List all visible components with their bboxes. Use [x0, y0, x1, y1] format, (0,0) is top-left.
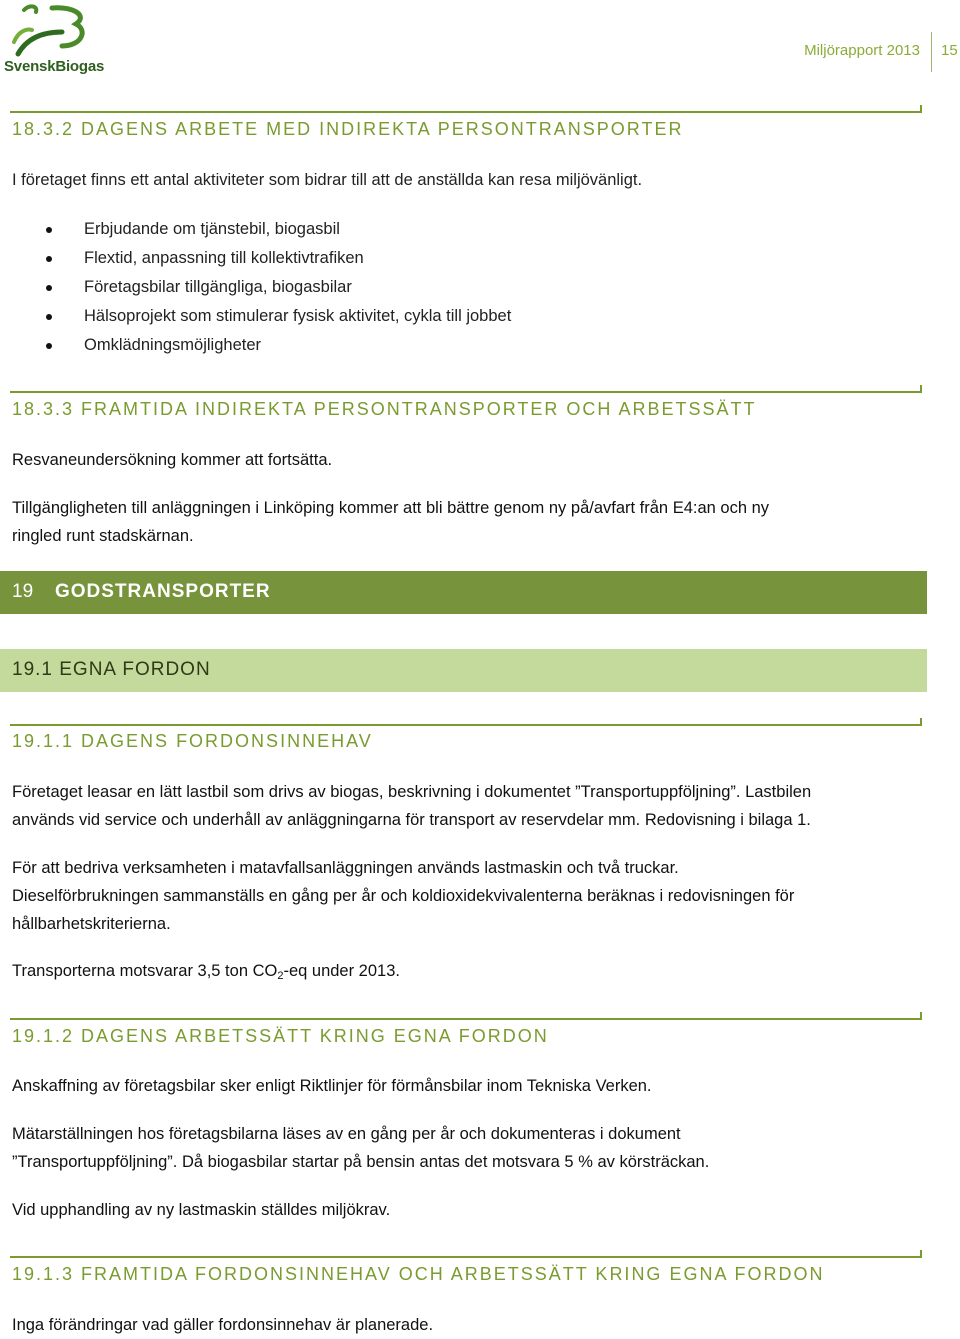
heading-rule	[10, 1256, 922, 1258]
paragraph: För att bedriva verksamheten i matavfallsanläggningen används lastmaskin och två truckar.	[12, 859, 679, 877]
chapter-title: GODSTRANSPORTER	[55, 581, 271, 602]
section-heading-19-1	[0, 649, 927, 692]
list-item: Hälsoprojekt som stimulerar fysisk aktivitet, cykla till jobbet	[40, 302, 511, 331]
page-number: 15	[941, 42, 958, 59]
text-run: Transporterna motsvarar 3,5 ton CO	[12, 962, 278, 980]
heading-18-3-2: 18.3.2 DAGENS ARBETE MED INDIREKTA PERSONTRANSPORTER	[12, 119, 684, 139]
paragraph: Inga förändringar vad gäller fordonsinnehav är planerade.	[12, 1316, 434, 1334]
heading-19-1-2: 19.1.2 DAGENS ARBETSSÄTT KRING EGNA FORDON	[12, 1026, 549, 1046]
list-item: Erbjudande om tjänstebil, biogasbil	[40, 215, 511, 244]
heading-19-1-1: 19.1.1 DAGENS FORDONSINNEHAV	[12, 731, 373, 751]
list-item: Företagsbilar tillgängliga, biogasbilar	[40, 273, 511, 302]
paragraph: Resvaneundersökning kommer att fortsätta.	[12, 451, 333, 469]
subscript: 2	[277, 970, 284, 982]
heading-rule	[10, 391, 922, 393]
section-title: 19.1 EGNA FORDON	[12, 659, 211, 680]
heading-rule	[10, 111, 922, 113]
paragraph: används vid service och underhåll av anläggningarna för transport av reservdelar mm. Redovisning i bilaga 1.	[12, 811, 811, 829]
paragraph: hållbarhetskriterierna.	[12, 915, 171, 933]
paragraph: Företaget leasar en lätt lastbil som drivs av biogas, beskrivning i dokumentet ”Transportuppföljning”. Lastbilen	[12, 783, 812, 801]
paragraph: Tillgängligheten till anläggningen i Linköping kommer att bli bättre genom ny på/avfart från E4:an och ny	[12, 499, 770, 517]
chapter-number: 19	[12, 581, 34, 602]
report-title: Miljörapport 2013	[804, 42, 920, 59]
heading-18-3-3: 18.3.3 FRAMTIDA INDIREKTA PERSONTRANSPORTER OCH ARBETSSÄTT	[12, 399, 757, 419]
chapter-heading-19	[0, 571, 927, 614]
paragraph: Anskaffning av företagsbilar sker enligt Riktlinjer för förmånsbilar inom Tekniska Verken.	[12, 1077, 652, 1095]
paragraph: Vid upphandling av ny lastmaskin ställdes miljökrav.	[12, 1201, 391, 1219]
activities-list	[40, 215, 511, 360]
heading-19-1-3: 19.1.3 FRAMTIDA FORDONSINNEHAV OCH ARBETSSÄTT KRING EGNA FORDON	[12, 1264, 825, 1284]
list-item: Flextid, anpassning till kollektivtrafiken	[40, 244, 511, 273]
intro-paragraph: I företaget finns ett antal aktiviteter som bidrar till att de anställda kan resa miljövänligt.	[12, 171, 643, 189]
paragraph: Mätarställningen hos företagsbilarna läses av en gång per år och dokumenteras i dokument	[12, 1125, 681, 1143]
list-item: Omklädningsmöjligheter	[40, 331, 511, 360]
paragraph: ”Transportuppföljning”. Då biogasbilar startar på bensin antas det motsvara 5 % av körsträckan.	[12, 1153, 710, 1171]
paragraph: Dieselförbrukningen sammanställs en gång per år och koldioxidekvivalenterna beräknas i redovisningen för	[12, 887, 795, 905]
paragraph: ringled runt stadskärnan.	[12, 527, 194, 545]
emissions-paragraph	[12, 957, 400, 990]
heading-rule	[10, 724, 922, 726]
heading-rule	[10, 1018, 922, 1020]
logo-wordmark: SvenskBiogas	[4, 58, 105, 75]
biogas-leaf-icon	[4, 2, 104, 62]
header-divider	[931, 32, 932, 72]
text-run: -eq under 2013.	[283, 962, 400, 980]
